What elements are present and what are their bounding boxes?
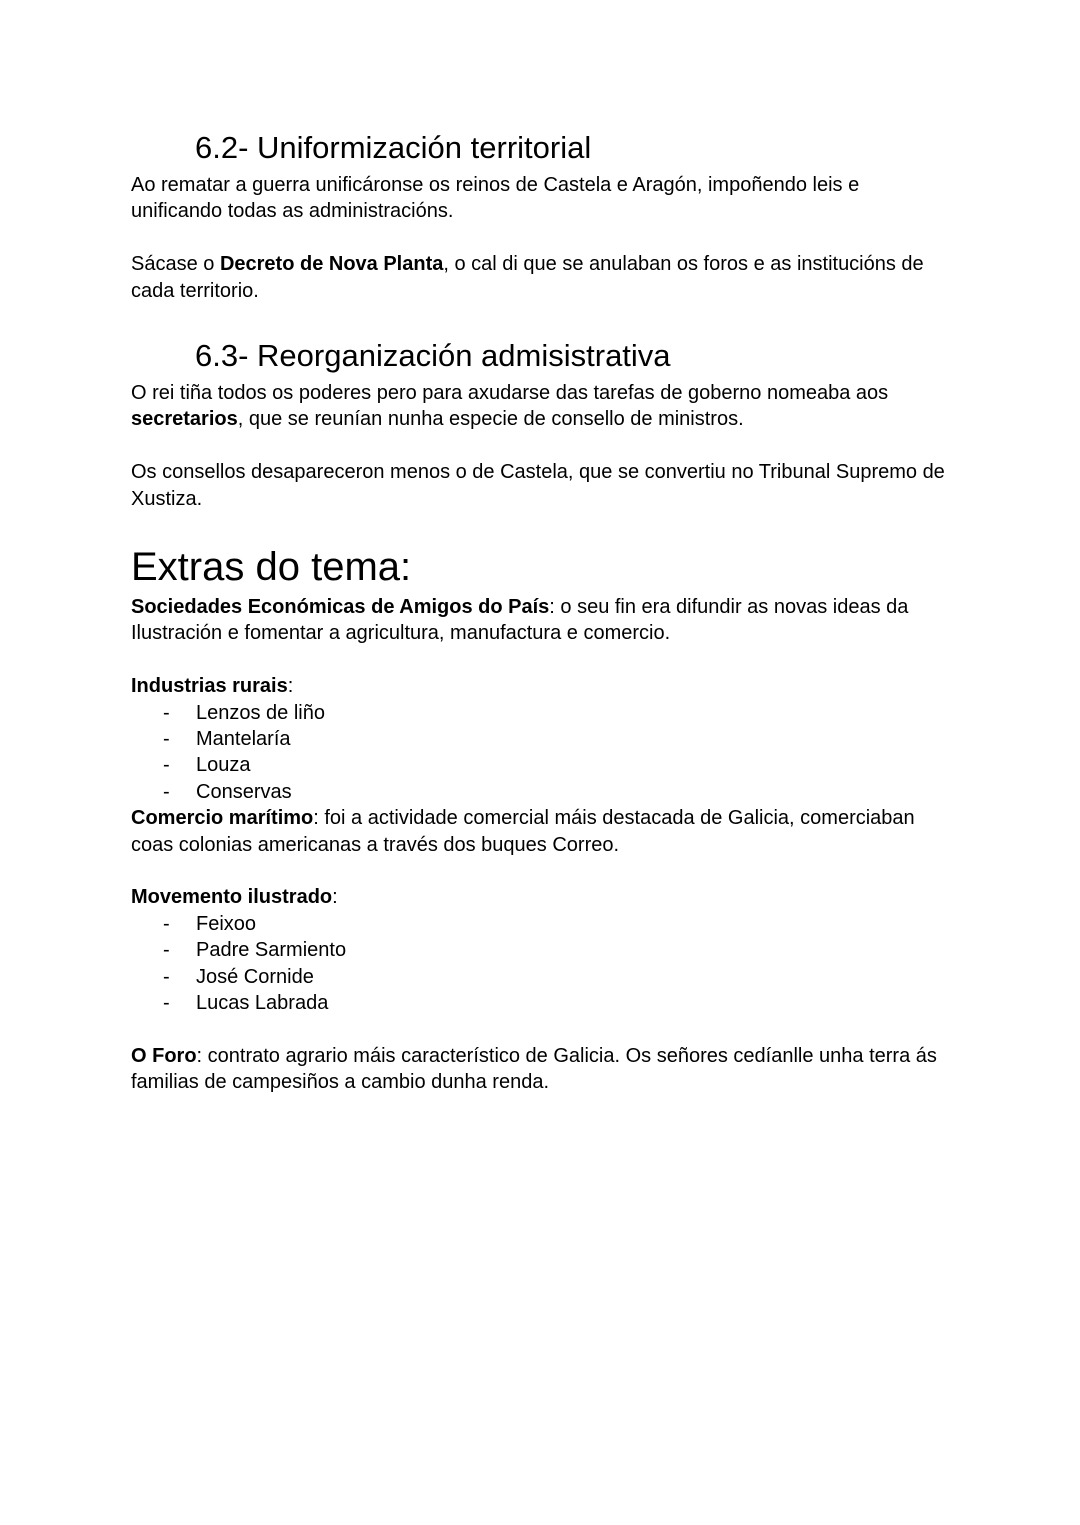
list-dash: - — [163, 992, 170, 1015]
paragraph-6-2-unification: Ao rematar a guerra unificáronse os reinos de Castela e Aragón, impoñendo leis e unificando todas as administracións. — [131, 174, 860, 223]
sociedades-text: : o seu fin era difundir as novas ideas da Ilustración e fomentar a agricultura, manufactura e comercio. — [131, 596, 909, 645]
heading-extras: Extras do tema: — [131, 545, 412, 590]
list-item — [131, 752, 951, 778]
secretarios-term: secretarios — [131, 408, 238, 431]
list-item — [131, 990, 951, 1016]
comercio-term: Comercio marítimo — [131, 807, 314, 830]
list-dash: - — [163, 728, 170, 751]
paragraph-sociedades — [131, 594, 951, 647]
paragraph-comercio — [131, 805, 951, 858]
list-item-text: Lucas Labrada — [196, 992, 329, 1015]
list-item — [131, 726, 951, 752]
industrias-label — [131, 673, 951, 699]
list-item — [131, 937, 951, 963]
foro-term: O Foro — [131, 1044, 197, 1067]
list-item-text: José Cornide — [196, 965, 314, 988]
list-dash: - — [163, 754, 170, 777]
list-item-text: Feixoo — [196, 912, 257, 935]
document-page — [131, 126, 951, 1096]
list-item-text: Conservas — [196, 780, 292, 803]
secretarios-suffix: , que se reunían nunha especie de consello de ministros. — [237, 408, 744, 431]
list-item — [131, 911, 951, 937]
movemento-label — [131, 884, 951, 910]
list-dash: - — [163, 912, 170, 935]
decreto-suffix: , o cal di que se anulaban os foros e as institucións de cada territorio. — [131, 253, 924, 302]
foro-text: : contrato agrario máis característico de Galicia. Os señores cedíanlle unha terra ás familias de campesiños a cambio dunha renda. — [131, 1044, 937, 1094]
paragraph-6-2-decreto — [131, 251, 951, 304]
movemento-list — [131, 911, 951, 1017]
list-dash: - — [163, 965, 170, 988]
list-item-text: Padre Sarmiento — [196, 939, 347, 962]
movemento-colon: : — [332, 886, 338, 909]
heading-6-2: 6.2- Uniformización territorial — [195, 130, 592, 165]
comercio-text: : foi a actividade comercial máis destacada de Galicia, comerciaban coas colonias americanas a través dos buques Correo. — [131, 807, 915, 856]
list-item-text: Mantelaría — [196, 728, 291, 751]
decreto-term: Decreto de Nova Planta — [219, 253, 444, 276]
movemento-term: Movemento ilustrado — [131, 886, 333, 909]
industrias-term: Industrias rurais — [131, 675, 288, 698]
list-item-text: Lenzos de liño — [196, 701, 325, 724]
paragraph-6-3-consellos: Os consellos desapareceron menos o de Castela, que se convertiu no Tribunal Supremo de Xustiza. — [131, 461, 945, 510]
list-dash: - — [163, 939, 170, 962]
paragraph-foro — [131, 1043, 951, 1096]
list-item-text: Louza — [196, 754, 251, 777]
secretarios-prefix: O rei tiña todos os poderes pero para axudarse das tarefas de goberno nomeaba aos — [131, 382, 889, 405]
industrias-colon: : — [287, 675, 294, 698]
list-item — [131, 779, 951, 805]
list-item — [131, 700, 951, 726]
list-item — [131, 964, 951, 990]
decreto-prefix: Sácase o — [131, 253, 220, 276]
paragraph-6-3-secretarios — [131, 380, 951, 433]
list-dash: - — [163, 701, 170, 724]
heading-6-3: 6.3- Reorganización admisistrativa — [195, 338, 671, 374]
sociedades-term: Sociedades Económicas de Amigos do País — [131, 596, 550, 619]
industrias-list — [131, 700, 951, 806]
list-dash: - — [163, 780, 170, 803]
